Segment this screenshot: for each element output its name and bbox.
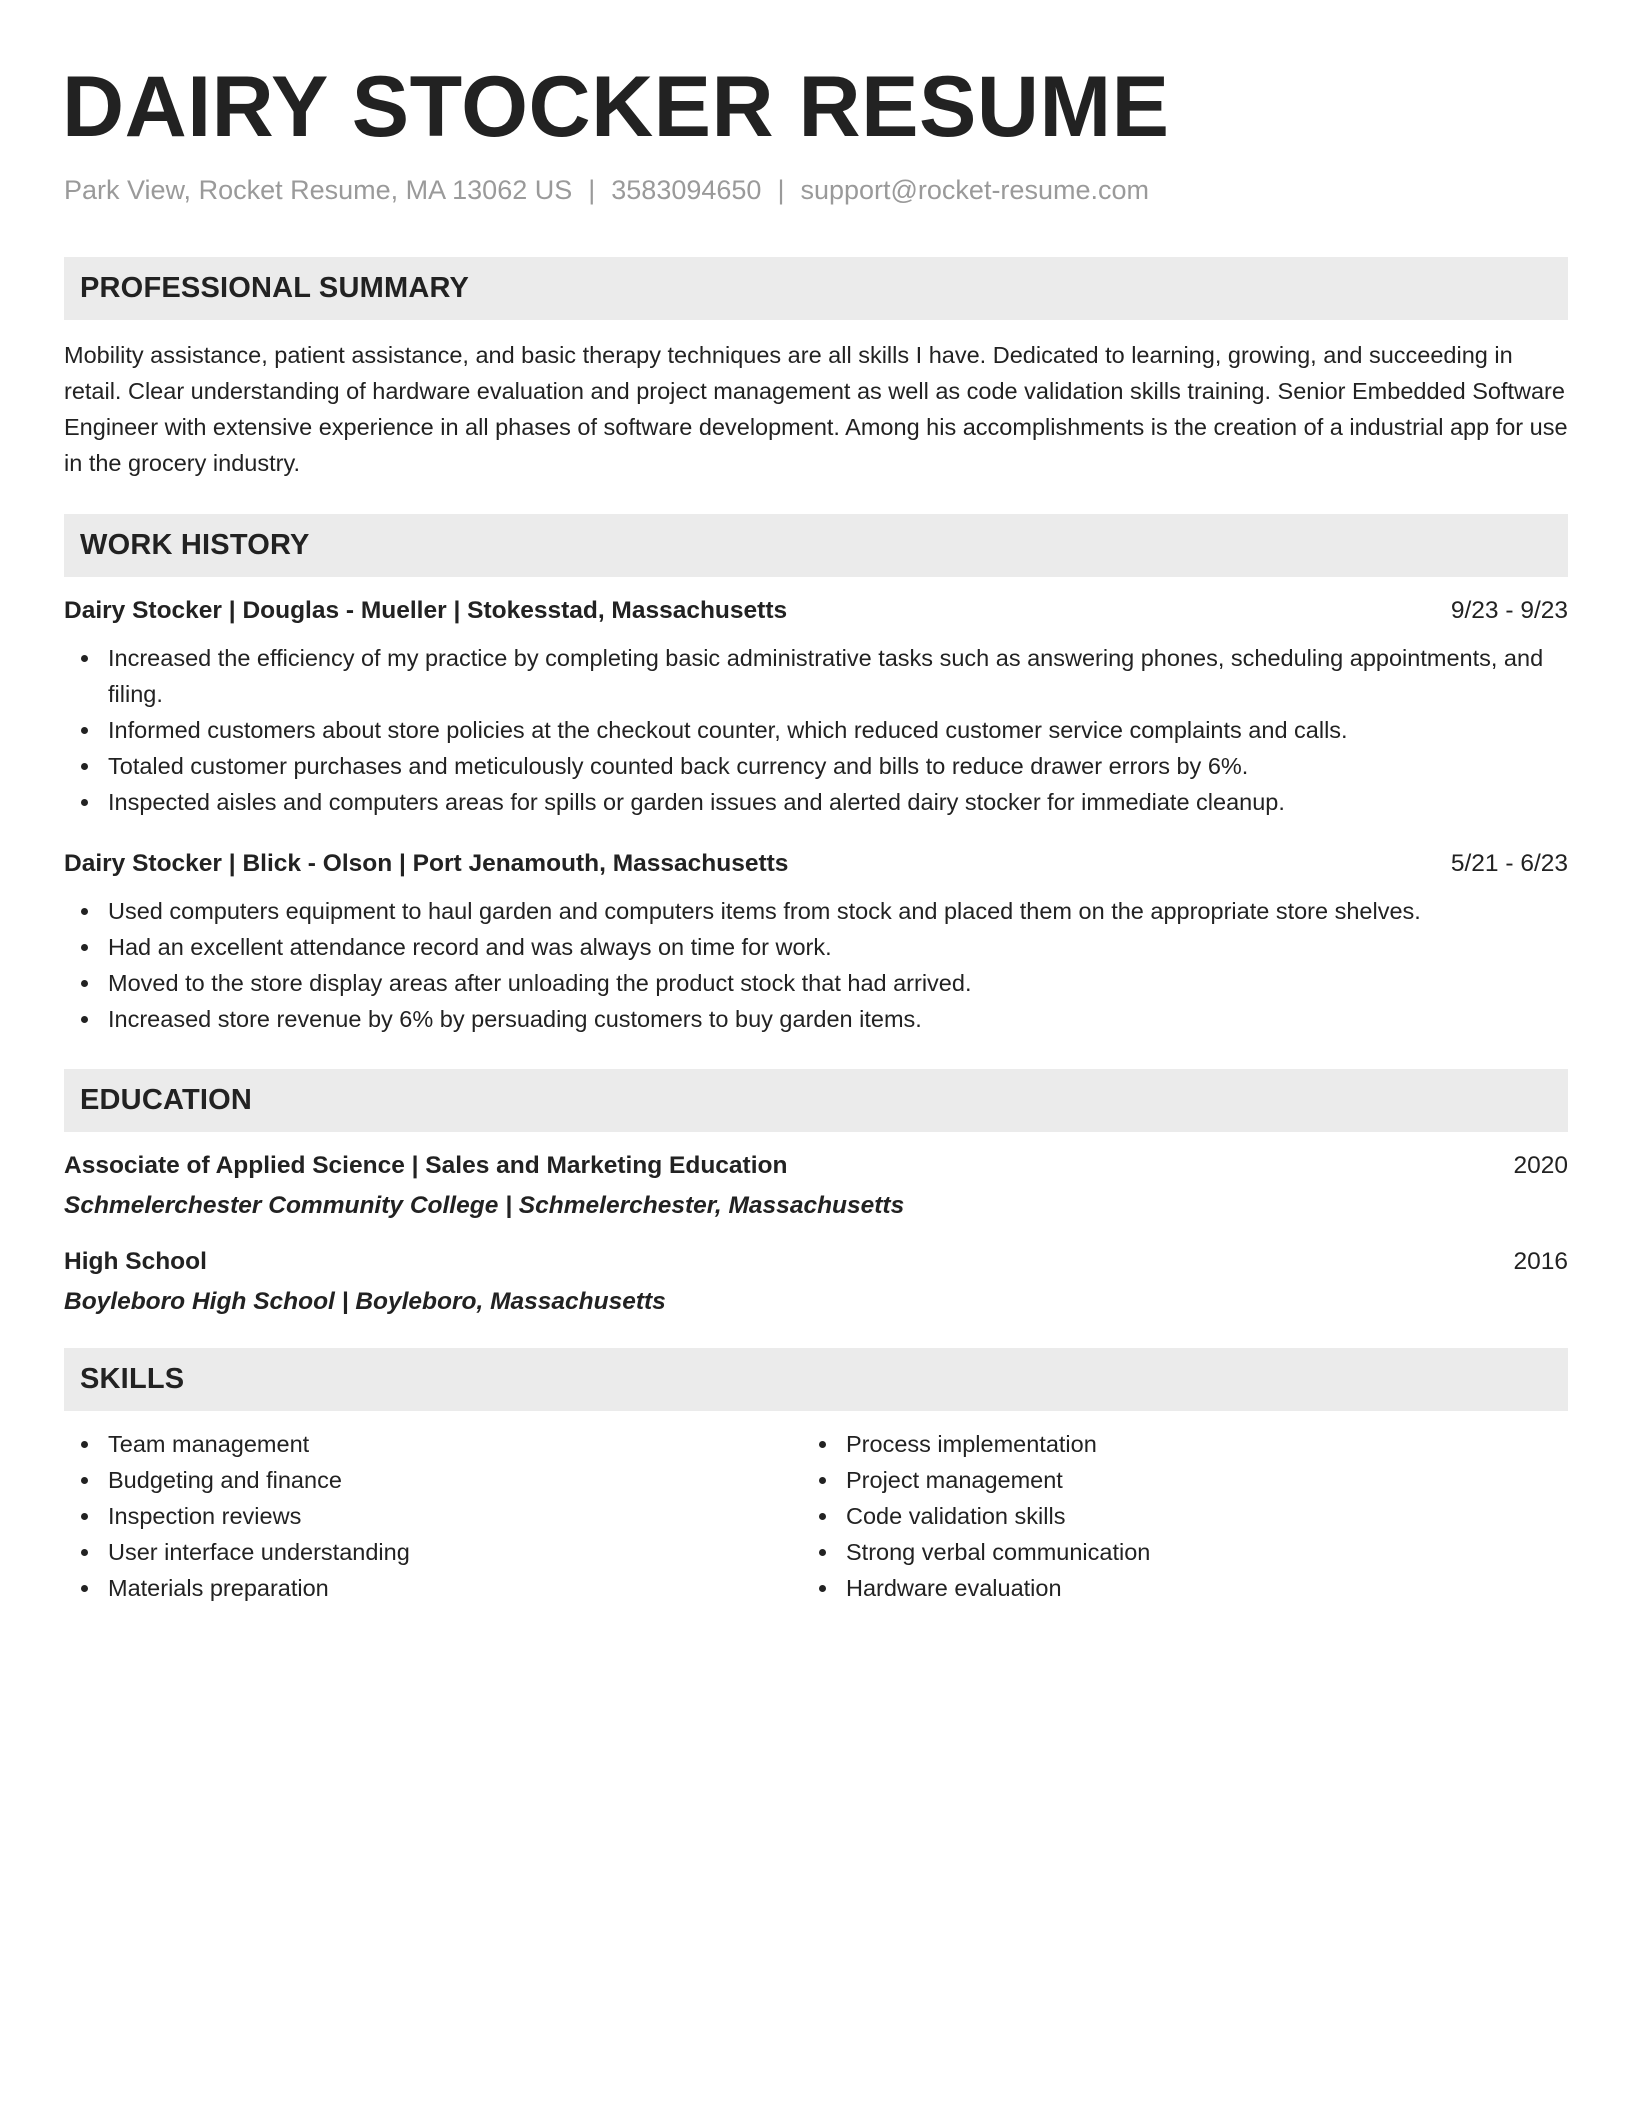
job-entry [64, 597, 1568, 820]
job-header [64, 850, 1568, 878]
skill-item: Team management [108, 1426, 802, 1462]
skills-section-heading: SKILLS [64, 1348, 1568, 1411]
job-dates: 5/21 - 6/23 [1450, 850, 1568, 878]
education-year: 2016 [1513, 1248, 1568, 1276]
education-degree: High School [64, 1248, 207, 1276]
job-bullet: Informed customers about store policies at the checkout counter, which reduced customer service complaints and calls. [108, 712, 1568, 748]
education-section-heading: EDUCATION [64, 1069, 1568, 1132]
job-dates: 9/23 - 9/23 [1450, 597, 1568, 625]
contact-line [64, 174, 1568, 206]
education-header [64, 1248, 1568, 1276]
contact-email: support@rocket-resume.com [800, 175, 1149, 205]
resume-title: DAIRY STOCKER RESUME [62, 59, 1170, 155]
education-entry [64, 1152, 1568, 1220]
job-bullet: Moved to the store display areas after unloading the product stock that had arrived. [108, 965, 1568, 1001]
contact-address: Park View, Rocket Resume, MA 13062 US [64, 175, 573, 205]
skill-item: Code validation skills [846, 1498, 1540, 1534]
job-bullet: Totaled customer purchases and meticulously counted back currency and bills to reduce drawer errors by 6%. [108, 748, 1568, 784]
skill-item: Project management [846, 1462, 1540, 1498]
job-bullets [64, 640, 1568, 820]
job-bullet: Used computers equipment to haul garden and computers items from stock and placed them on the appropriate store shelves. [108, 893, 1568, 929]
contact-phone: 3583094650 [611, 175, 762, 205]
skill-item: User interface understanding [108, 1534, 802, 1570]
education-degree: Associate of Applied Science | Sales and Marketing Education [64, 1152, 788, 1180]
skill-item: Hardware evaluation [846, 1570, 1540, 1606]
skill-item: Process implementation [846, 1426, 1540, 1462]
education-school: Boyleboro High School | Boyleboro, Massachusetts [64, 1288, 666, 1316]
skill-item: Strong verbal communication [846, 1534, 1540, 1570]
education-year: 2020 [1513, 1152, 1568, 1180]
skills-list-left [64, 1426, 802, 1606]
job-bullet: Inspected aisles and computers areas for spills or garden issues and alerted dairy stocker for immediate cleanup. [108, 784, 1568, 820]
skills-columns [64, 1426, 1568, 1606]
job-bullets [64, 893, 1568, 1037]
skill-item: Materials preparation [108, 1570, 802, 1606]
education-entry [64, 1248, 1568, 1316]
contact-separator: | [588, 175, 596, 205]
skills-list-right [802, 1426, 1540, 1606]
summary-section-heading: PROFESSIONAL SUMMARY [64, 257, 1568, 320]
job-title: Dairy Stocker | Blick - Olson | Port Jenamouth, Massachusetts [64, 850, 789, 878]
summary-text: Mobility assistance, patient assistance, and basic therapy techniques are all skills I have. Dedicated to learning, growing, and succeeding in retail. Clear understanding of hardware evaluation and project management as well as code validation skills training. Senior Embedded Software Engineer with extensive experience in all phases of software development. Among his accomplishments is the creation of a industrial app for use in the grocery industry. [64, 342, 1568, 477]
job-bullet: Had an excellent attendance record and was always on time for work. [108, 929, 1568, 965]
skill-item: Budgeting and finance [108, 1462, 802, 1498]
job-bullet: Increased store revenue by 6% by persuading customers to buy garden items. [108, 1001, 1568, 1037]
job-header [64, 597, 1568, 625]
education-header [64, 1152, 1568, 1180]
work-history-section-heading: WORK HISTORY [64, 514, 1568, 577]
education-school: Schmelerchester Community College | Schmelerchester, Massachusetts [64, 1192, 905, 1220]
job-title: Dairy Stocker | Douglas - Mueller | Stokesstad, Massachusetts [64, 597, 788, 625]
contact-separator: | [777, 175, 785, 205]
skill-item: Inspection reviews [108, 1498, 802, 1534]
job-entry [64, 850, 1568, 1037]
job-bullet: Increased the efficiency of my practice by completing basic administrative tasks such as answering phones, scheduling appointments, and filing. [108, 640, 1568, 712]
